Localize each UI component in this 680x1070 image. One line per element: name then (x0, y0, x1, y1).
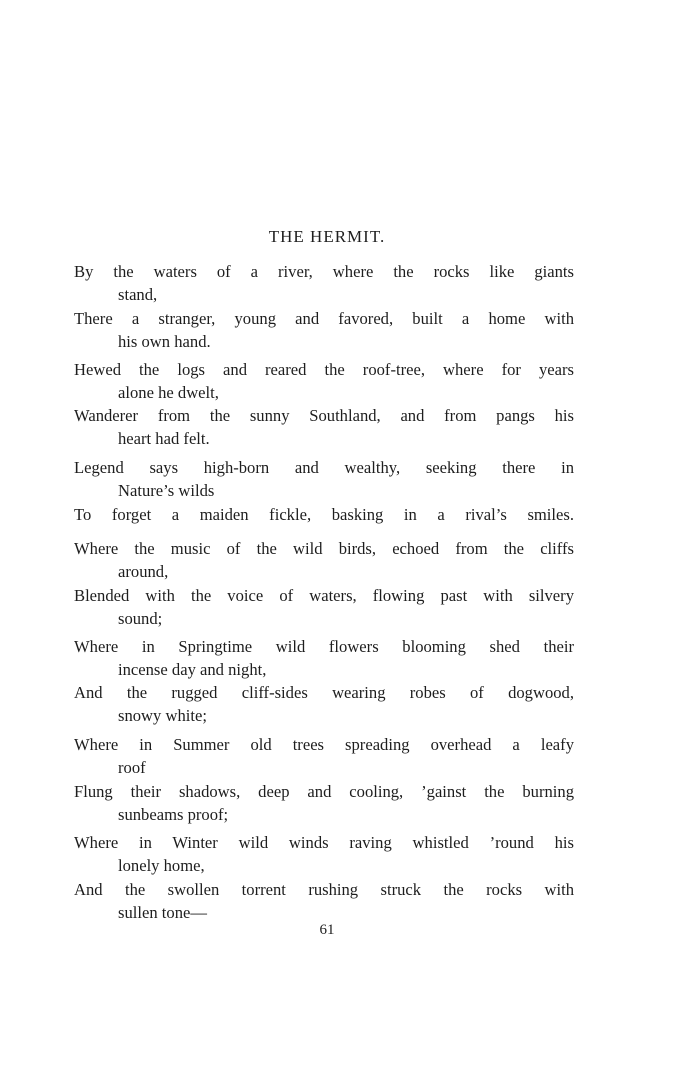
verse-continuation: Nature’s wilds (118, 481, 215, 500)
verse-continuation: heart had felt. (118, 429, 210, 448)
verse-continuation: his own hand. (118, 332, 211, 351)
verse-continuation: lonely home, (118, 856, 205, 875)
verse-continuation: incense day and night, (118, 660, 267, 679)
verse-continuation: around, (118, 562, 169, 581)
verse-line: Wanderer from the sunny Southland, and from pangs his (74, 406, 574, 425)
poem-title: THE HERMIT. (268, 227, 386, 246)
verse-line: And the swollen torrent rushing struck the rocks with (74, 880, 574, 899)
page-number: 61 (319, 922, 335, 938)
verse-line: By the waters of a river, where the rocks like giants (74, 262, 574, 281)
verse-line: Where in Winter wild winds raving whistled ’round his (74, 833, 574, 852)
verse-continuation: snowy white; (118, 706, 207, 725)
verse-continuation: roof (118, 758, 146, 777)
verse-continuation: sound; (118, 609, 163, 628)
verse-line: Blended with the voice of waters, flowing past with silvery (74, 586, 574, 605)
verse-line: Flung their shadows, deep and cooling, ’gainst the burning (74, 782, 574, 801)
verse-line: Hewed the logs and reared the roof-tree, where for years (74, 360, 574, 379)
verse-line: There a stranger, young and favored, built a home with (74, 309, 574, 328)
verse-continuation: alone he dwelt, (118, 383, 219, 402)
verse-line: Where in Summer old trees spreading overhead a leafy (74, 735, 574, 754)
verse-line: To forget a maiden fickle, basking in a rival’s smiles. (74, 505, 574, 524)
verse-line: And the rugged cliff-sides wearing robes of dogwood, (74, 683, 574, 702)
verse-line: Legend says high-born and wealthy, seeking there in (74, 458, 574, 477)
verse-line: Where the music of the wild birds, echoed from the cliffs (74, 539, 574, 558)
verse-continuation: sunbeams proof; (118, 805, 229, 824)
verse-continuation: stand, (118, 285, 158, 304)
verse-continuation: sullen tone— (118, 903, 207, 922)
verse-line: Where in Springtime wild flowers blooming shed their (74, 637, 574, 656)
